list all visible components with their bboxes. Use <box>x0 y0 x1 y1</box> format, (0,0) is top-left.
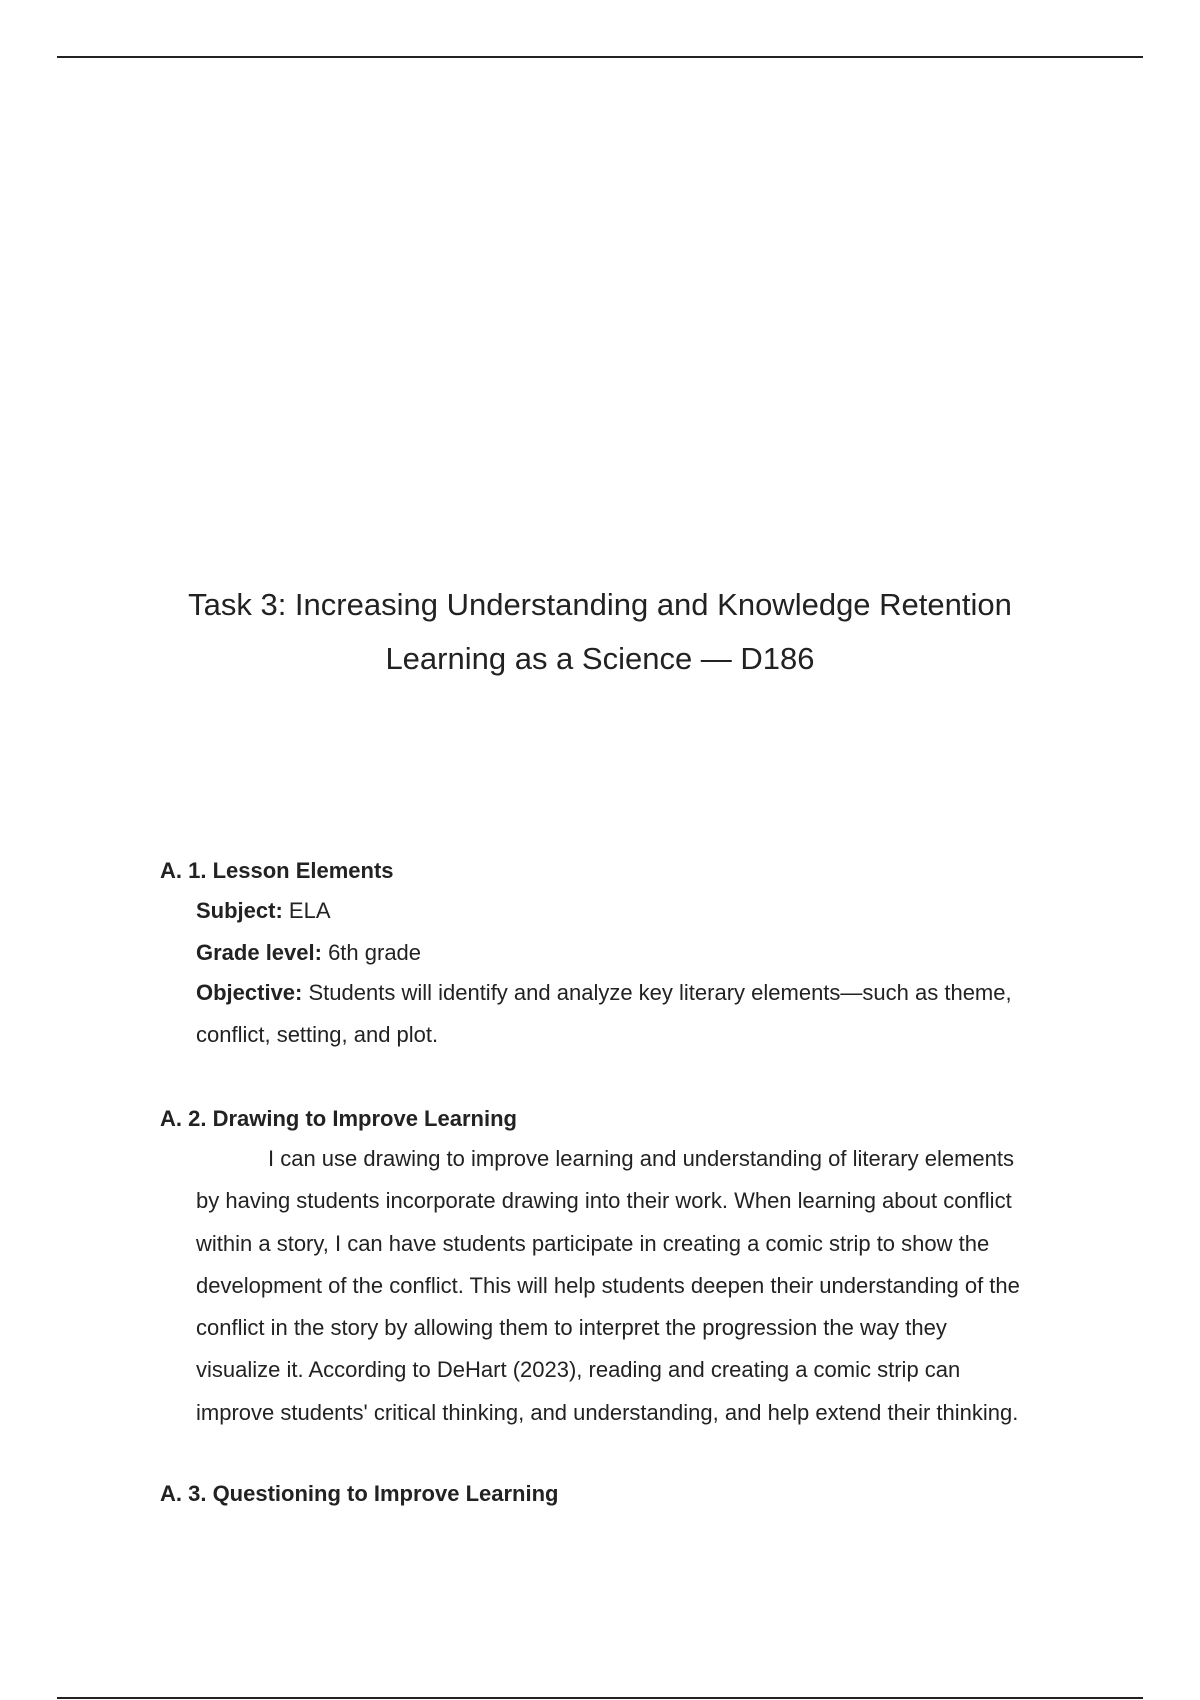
document-title: Task 3: Increasing Understanding and Knowledge Retention <box>188 587 1012 622</box>
paragraph-line: within a story, I can have students participate in creating a comic strip to show the <box>196 1230 990 1256</box>
document-subtitle: Learning as a Science — D186 <box>385 641 815 676</box>
paragraph-line: visualize it. According to DeHart (2023), reading and creating a comic strip can <box>196 1357 961 1383</box>
bottom-rule <box>57 1697 1143 1699</box>
objective-label: Objective: <box>196 980 303 1005</box>
subject-field <box>196 890 331 932</box>
grade-value: 6th grade <box>321 940 422 965</box>
title-block <box>0 578 1200 686</box>
paragraph-line: improve students' critical thinking, and understanding, and help extend their thinking. <box>196 1399 1019 1425</box>
objective-value-line1: Students will identify and analyze key literary elements—such as theme, <box>302 980 1012 1005</box>
paragraph-line: conflict in the story by allowing them to interpret the progression the way they <box>196 1315 947 1341</box>
grade-label: Grade level: <box>196 940 322 965</box>
section-a2-heading: A. 2. Drawing to Improve Learning <box>160 1106 517 1131</box>
objective-continuation: conflict, setting, and plot. <box>196 1022 439 1047</box>
section-a3-heading: A. 3. Questioning to Improve Learning <box>160 1481 559 1506</box>
paragraph-line: I can use drawing to improve learning and understanding of literary elements <box>268 1146 1014 1171</box>
paragraph-line: development of the conflict. This will help students deepen their understanding of the <box>196 1272 1020 1298</box>
section-a1-heading: A. 1. Lesson Elements <box>160 858 394 883</box>
objective-field <box>196 972 1012 1014</box>
drawing-paragraph <box>196 1138 1106 1434</box>
subject-label: Subject: <box>196 898 283 923</box>
paragraph-line: by having students incorporate drawing into their work. When learning about conflict <box>196 1188 1012 1214</box>
subject-value: ELA <box>282 898 331 923</box>
top-rule <box>57 56 1143 58</box>
grade-field <box>196 932 421 974</box>
